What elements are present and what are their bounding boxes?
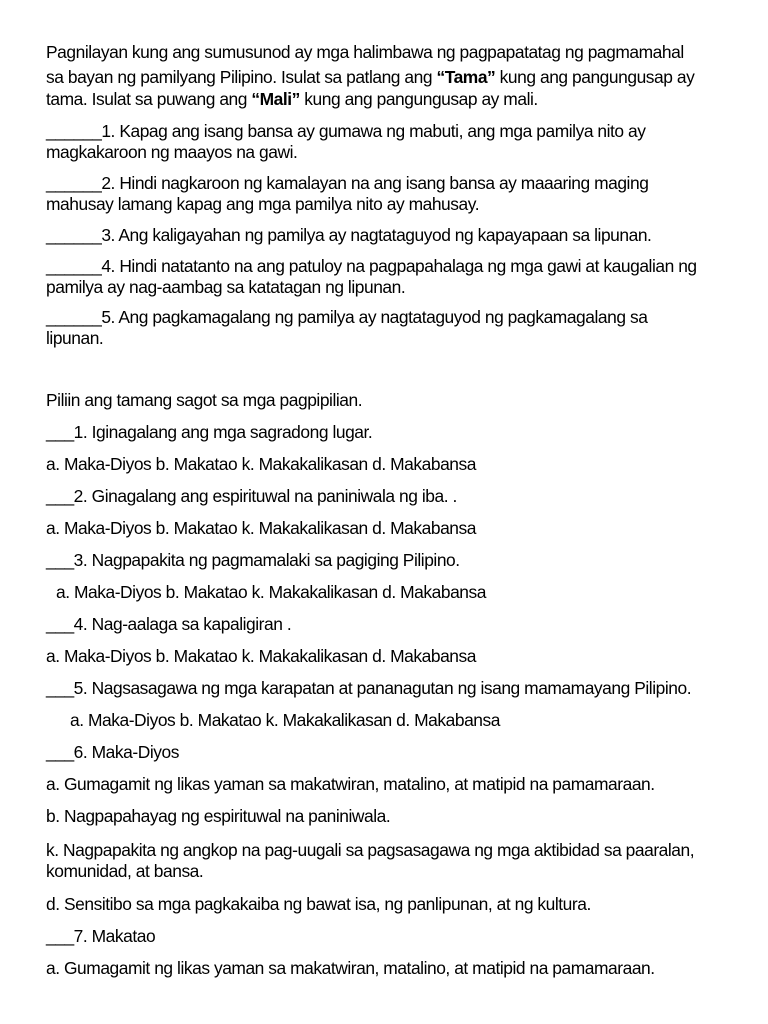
question-2-choices: a. Maka-Diyos b. Makatao k. Makakalikasan d. Makabansa	[46, 518, 476, 538]
part1-instructions-line3	[46, 89, 736, 110]
tama-mali-item-2	[46, 173, 736, 215]
tama-keyword: “Tama”	[436, 67, 496, 87]
question-3: ___3. Nagpapakita ng pagmamalaki sa pagiging Pilipino.	[46, 550, 460, 570]
question-5: ___5. Nagsasagawa ng mga karapatan at pananagutan ng isang mamamayang Pilipino.	[46, 678, 692, 698]
instruction-text: kung ang pangungusap ay	[495, 67, 695, 87]
question-4-choices: a. Maka-Diyos b. Makatao k. Makakalikasan d. Makabansa	[46, 646, 476, 666]
mali-keyword: “Mali”	[251, 89, 300, 109]
part1-instructions-line2	[46, 67, 736, 88]
question-3-choices: a. Maka-Diyos b. Makatao k. Makakalikasan d. Makabansa	[56, 582, 486, 602]
item-text: ______1. Kapag ang isang bansa ay gumawa ng mabuti, ang mga pamilya nito ay	[46, 121, 646, 141]
question-1: ___1. Iginagalang ang mga sagradong lugar.	[46, 422, 373, 442]
tama-mali-item-3	[46, 225, 736, 246]
instruction-text: kung ang pangungusap ay mali.	[299, 89, 538, 109]
item-text: mahusay lamang kapag ang mga pamilya nito ay mahusay.	[46, 194, 480, 214]
question-2: ___2. Ginagalang ang espirituwal na paniniwala ng iba. .	[46, 486, 457, 506]
question-5-choices: a. Maka-Diyos b. Makatao k. Makakalikasan d. Makabansa	[70, 710, 500, 730]
item-text: magkakaroon ng maayos na gawi.	[46, 142, 298, 162]
choice-text: komunidad, at bansa.	[46, 861, 204, 881]
item-text: ______5. Ang pagkamagalang ng pamilya ay nagtataguyod ng pagkamagalang sa	[46, 307, 648, 327]
question-6-choice-d: d. Sensitibo sa mga pagkakaiba ng bawat isa, ng panlipunan, at ng kultura.	[46, 894, 591, 914]
part1-instructions-line1	[46, 42, 736, 63]
item-text: ______2. Hindi nagkaroon ng kamalayan na ang isang bansa ay maaaring maging	[46, 173, 649, 193]
instruction-text: tama. Isulat sa puwang ang	[46, 89, 252, 109]
item-text: lipunan.	[46, 328, 104, 348]
question-6-choice-k	[46, 840, 736, 882]
item-text: pamilya ay nag-aambag sa katatagan ng lipunan.	[46, 277, 406, 297]
tama-mali-item-4	[46, 256, 736, 298]
question-4: ___4. Nag-aalaga sa kapaligiran .	[46, 614, 292, 634]
question-7: ___7. Makatao	[46, 926, 156, 946]
question-7-choice-a: a. Gumagamit ng likas yaman sa makatwiran, matalino, at matipid na pamamaraan.	[46, 958, 655, 978]
question-6-choice-b: b. Nagpapahayag ng espirituwal na paniniwala.	[46, 806, 391, 826]
choice-text: k. Nagpapakita ng angkop na pag-uugali sa pagsasagawa ng mga aktibidad sa paaralan,	[46, 840, 695, 860]
question-6-choice-a: a. Gumagamit ng likas yaman sa makatwiran, matalino, at matipid na pamamaraan.	[46, 774, 655, 794]
part2-instructions: Piliin ang tamang sagot sa mga pagpipilian.	[46, 390, 363, 410]
item-text: ______3. Ang kaligayahan ng pamilya ay nagtataguyod ng kapayapaan sa lipunan.	[46, 225, 652, 245]
question-6: ___6. Maka-Diyos	[46, 742, 179, 762]
question-1-choices: a. Maka-Diyos b. Makatao k. Makakalikasan d. Makabansa	[46, 454, 476, 474]
instruction-text: Pagnilayan kung ang sumusunod ay mga halimbawa ng pagpapatatag ng pagmamahal	[46, 42, 684, 62]
instruction-text: sa bayan ng pamilyang Pilipino. Isulat sa patlang ang	[46, 67, 437, 87]
tama-mali-item-1	[46, 121, 736, 163]
item-text: ______4. Hindi natatanto na ang patuloy na pagpapahalaga ng mga gawi at kaugalian ng	[46, 256, 697, 276]
tama-mali-item-5	[46, 307, 736, 349]
